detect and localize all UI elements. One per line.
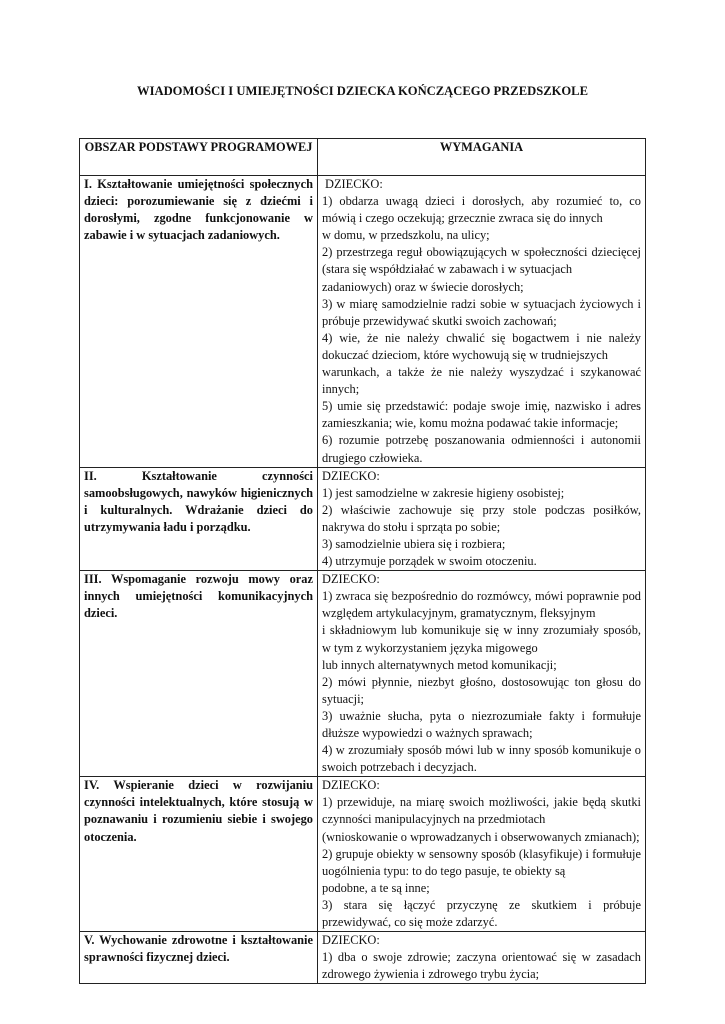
requirement-line: nakrywa do stołu i sprząta po sobie; bbox=[322, 519, 501, 534]
child-label: DZIECKO: bbox=[322, 572, 380, 587]
requirement-line: warunkach, a także że nie należy wyszydzać i szykanować bbox=[322, 365, 641, 380]
requirement-line: 3) samodzielnie ubiera się i rozbiera; bbox=[322, 536, 506, 551]
requirements-table bbox=[79, 138, 646, 984]
requirement-line: 3) w miarę samodzielnie radzi sobie w sytuacjach życiowych i bbox=[322, 296, 641, 311]
table-row bbox=[80, 571, 646, 777]
requirement-line: przewidywać, co się może zdarzyć. bbox=[322, 915, 498, 930]
requirement-line: zamieszkania; wie, komu można podawać takie informacje; bbox=[322, 416, 619, 431]
requirement-line: uogólnienia typu: to do tego pasuje, te obiekty są bbox=[322, 863, 566, 878]
requirement-line: (wnioskowanie o wprowadzanych i obserwowanych zmianach); bbox=[322, 829, 640, 844]
requirement-line: próbuje przewidywać skutki swoich zachowań; bbox=[322, 313, 557, 328]
requirement-line: podobne, a te są inne; bbox=[322, 880, 430, 895]
child-label: DZIECKO: bbox=[322, 778, 380, 793]
requirement-line: dokuczać dzieciom, które wychowują się w trudniejszych bbox=[322, 347, 608, 362]
requirements-cell bbox=[318, 467, 646, 571]
table-header-row bbox=[80, 139, 646, 176]
requirement-line: 1) przewiduje, na miarę swoich możliwości, jakie będą skutki bbox=[322, 795, 641, 810]
table-row bbox=[80, 176, 646, 468]
area-cell: V. Wychowanie zdrowotne i kształtowanie sprawności fizycznej dzieci. bbox=[80, 932, 318, 984]
requirement-line: 1) dba o swoje zdrowie; zaczyna orientować się w zasadach bbox=[322, 950, 641, 965]
requirement-line: 1) jest samodzielne w zakresie higieny osobistej; bbox=[322, 485, 565, 500]
requirement-line: 2) grupuje obiekty w sensowny sposób (klasyfikuje) i formułuje bbox=[322, 846, 641, 861]
table-row bbox=[80, 777, 646, 932]
area-cell: I. Kształtowanie umiejętności społecznych dzieci: porozumiewanie się z dziećmi i dorosłymi, zgodne funkcjonowanie w zabawie i w sytuacjach zadaniowych. bbox=[80, 176, 318, 468]
requirement-line: innych; bbox=[322, 382, 360, 397]
requirement-line: 4) w zrozumiały sposób mówi lub w inny sposób komunikuje o bbox=[322, 743, 641, 758]
requirement-line: sytuacji; bbox=[322, 691, 364, 706]
requirement-line: 4) wie, że nie należy chwalić się bogactwem i nie należy bbox=[322, 330, 641, 345]
area-cell: III. Wspomaganie rozwoju mowy oraz innych umiejętności komunikacyjnych dzieci. bbox=[80, 571, 318, 777]
requirement-line: 4) utrzymuje porządek w swoim otoczeniu. bbox=[322, 554, 537, 569]
requirement-line: zdrowego żywienia i zdrowego trybu życia; bbox=[322, 967, 540, 982]
requirements-cell bbox=[318, 932, 646, 984]
requirements-cell bbox=[318, 571, 646, 777]
requirement-line: (stara się współdziałać w zabawach i w sytuacjach bbox=[322, 262, 573, 277]
requirement-line: mówią i czego oczekują; grzecznie zwraca się do innych bbox=[322, 211, 603, 226]
requirement-line: 2) przestrzega reguł obowiązujących w społeczności dziecięcej bbox=[322, 245, 641, 260]
requirement-line: 5) umie się przedstawić: podaje swoje imię, nazwisko i adres bbox=[322, 399, 641, 414]
requirement-line: w domu, w przedszkolu, na ulicy; bbox=[322, 228, 490, 243]
requirement-line: drugiego człowieka. bbox=[322, 450, 423, 465]
requirement-line: 3) stara się łączyć przyczynę ze skutkiem i próbuje bbox=[322, 897, 641, 912]
page-title: WIADOMOŚCI I UMIEJĘTNOŚCI DZIECKA KOŃCZĄCEGO PRZEDSZKOLE bbox=[136, 84, 588, 98]
requirements-cell bbox=[318, 777, 646, 932]
child-label: DZIECKO: bbox=[322, 933, 380, 948]
area-text: II. Kształtowanie czynności samoobsługowych, nawyków higienicznych i kulturalnych. Wdrażanie dzieci do utrzymywania ładu i porządku. bbox=[84, 468, 313, 534]
requirement-line: swoich potrzebach i decyzjach. bbox=[322, 760, 477, 775]
child-label: DZIECKO: bbox=[325, 177, 383, 191]
table-row bbox=[80, 932, 646, 984]
table-row bbox=[80, 467, 646, 571]
requirement-line: 2) mówi płynnie, niezbyt głośno, dostosowując ton głosu do bbox=[322, 674, 641, 689]
header-area: OBSZAR PODSTAWY PROGRAMOWEJ bbox=[80, 139, 318, 176]
requirement-line: w tym z wykorzystaniem języka migowego bbox=[322, 640, 538, 655]
requirement-line: 6) rozumie potrzebę poszanowania odmienności i autonomii bbox=[322, 433, 641, 448]
requirement-line: 3) uważnie słucha, pyta o niezrozumiałe fakty i formułuje bbox=[322, 708, 641, 723]
requirement-line: 1) zwraca się bezpośrednio do rozmówcy, mówi poprawnie pod bbox=[322, 589, 641, 604]
requirement-line: zadaniowych) oraz w świecie dorosłych; bbox=[322, 279, 524, 294]
requirement-line: względem artykulacyjnym, gramatycznym, fleksyjnym bbox=[322, 606, 596, 621]
header-requirements: WYMAGANIA bbox=[318, 139, 646, 176]
area-cell bbox=[80, 467, 318, 571]
requirement-line: lub innych alternatywnych metod komunikacji; bbox=[322, 657, 557, 672]
requirement-line: 1) obdarza uwagą dzieci i dorosłych, aby rozumieć to, co bbox=[322, 194, 641, 209]
requirement-line: i składniowym lub komunikuje się w inny zrozumiały sposób, bbox=[322, 623, 641, 638]
child-label: DZIECKO: bbox=[322, 468, 380, 483]
requirement-line: czynności manipulacyjnych na przedmiotach bbox=[322, 812, 546, 827]
requirement-line: dłuższe wypowiedzi o ważnych sprawach; bbox=[322, 726, 533, 740]
area-cell: IV. Wspieranie dzieci w rozwijaniu czynności intelektualnych, które stosują w poznawaniu i rozumieniu siebie i swojego otoczenia. bbox=[80, 777, 318, 932]
requirements-cell bbox=[318, 176, 646, 468]
requirement-line: 2) właściwie zachowuje się przy stole podczas posiłków, bbox=[322, 502, 641, 517]
